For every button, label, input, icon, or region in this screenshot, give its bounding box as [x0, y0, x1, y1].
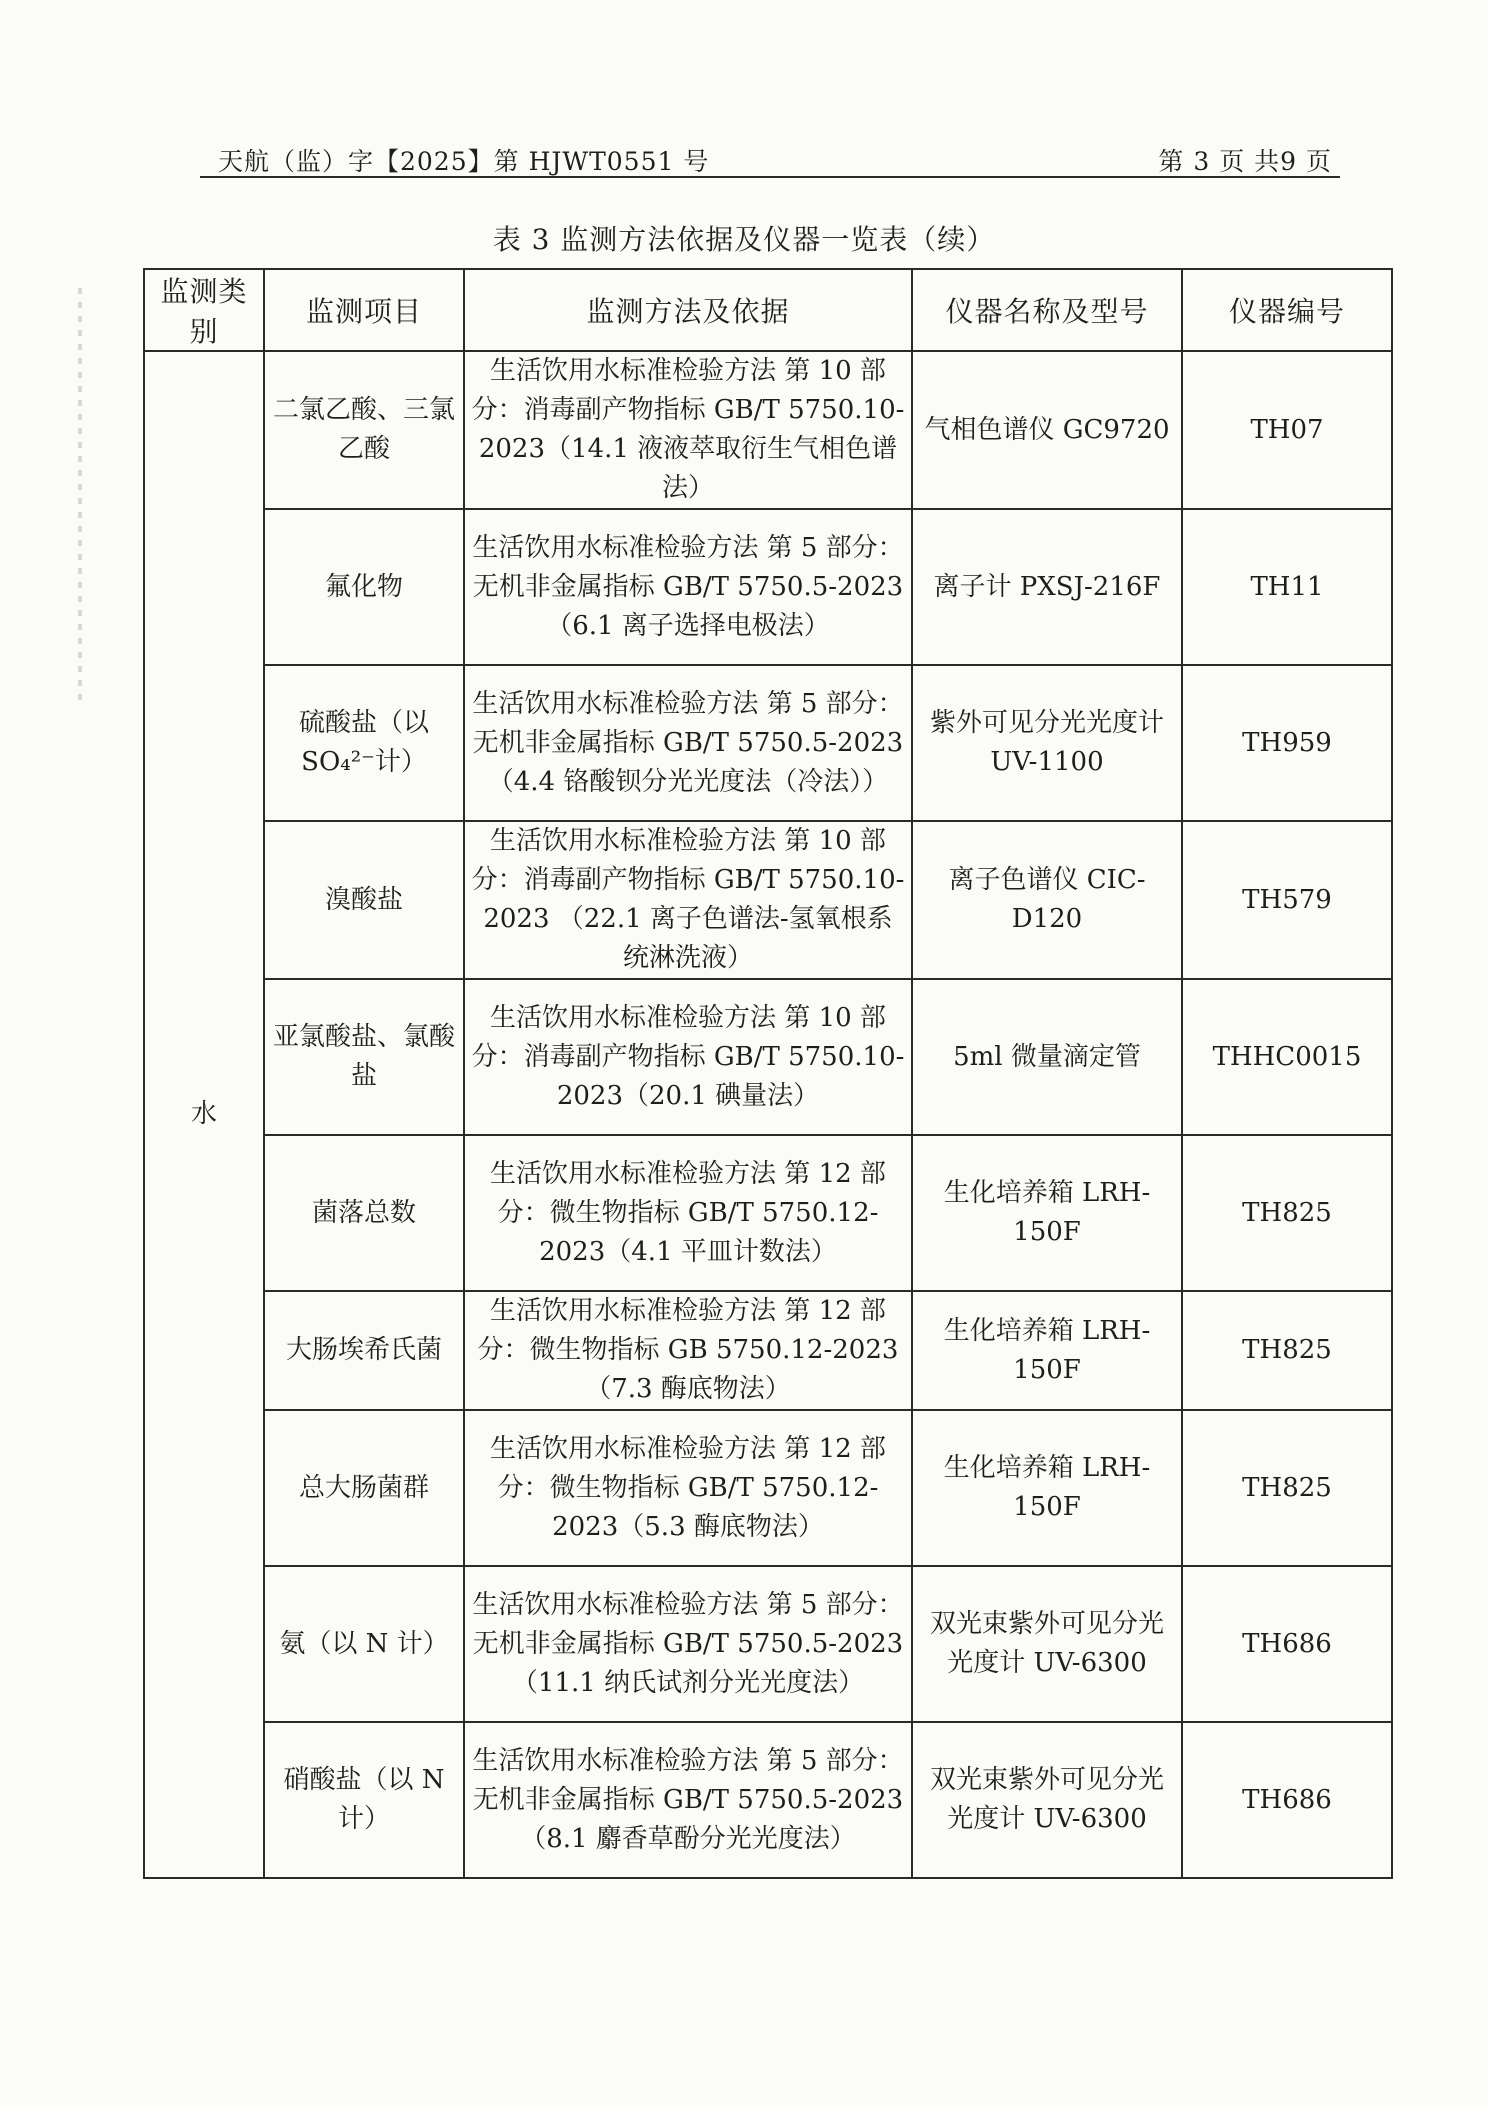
instrument-id-cell: TH825	[1182, 1135, 1392, 1291]
method-cell: 生活饮用水标准检验方法 第 5 部分：无机非金属指标 GB/T 5750.5-2023（8.1 麝香草酚分光光度法）	[464, 1722, 912, 1878]
item-cell: 氨（以 N 计）	[264, 1566, 464, 1722]
instrument-id-cell: THHC0015	[1182, 979, 1392, 1135]
item-cell: 硫酸盐（以 SO₄²⁻计）	[264, 665, 464, 821]
instrument-id-cell: TH579	[1182, 821, 1392, 979]
instrument-id-cell: TH686	[1182, 1722, 1392, 1878]
category-cell: 水	[144, 351, 264, 1878]
item-cell: 二氯乙酸、三氯乙酸	[264, 351, 464, 509]
page-number: 第 3 页 共9 页	[1158, 147, 1332, 176]
item-cell: 总大肠菌群	[264, 1410, 464, 1566]
table-caption: 表 3 监测方法依据及仪器一览表（续）	[492, 223, 996, 256]
methods-table	[143, 268, 1393, 1879]
page-header	[200, 136, 1340, 180]
instrument-cell: 双光束紫外可见分光光度计 UV-6300	[912, 1722, 1182, 1878]
instrument-cell: 紫外可见分光光度计 UV-1100	[912, 665, 1182, 821]
instrument-id-cell: TH825	[1182, 1291, 1392, 1410]
instrument-id-cell: TH959	[1182, 665, 1392, 821]
method-cell: 生活饮用水标准检验方法 第 5 部分：无机非金属指标 GB/T 5750.5-2023（6.1 离子选择电极法）	[464, 509, 912, 665]
table-row	[144, 509, 1392, 665]
method-cell: 生活饮用水标准检验方法 第 12 部分：微生物指标 GB/T 5750.12-2023（4.1 平皿计数法）	[464, 1135, 912, 1291]
instrument-cell: 生化培养箱 LRH-150F	[912, 1291, 1182, 1410]
instrument-cell: 生化培养箱 LRH-150F	[912, 1410, 1182, 1566]
item-cell: 菌落总数	[264, 1135, 464, 1291]
header-instrument: 仪器名称及型号	[912, 269, 1182, 351]
item-cell: 大肠埃希氏菌	[264, 1291, 464, 1410]
method-cell: 生活饮用水标准检验方法 第 10 部分：消毒副产物指标 GB/T 5750.10-2023 （22.1 离子色谱法-氢氧根系统淋洗液）	[464, 821, 912, 979]
header-rule	[200, 176, 1340, 178]
header-instrument-id: 仪器编号	[1182, 269, 1392, 351]
method-cell: 生活饮用水标准检验方法 第 12 部分：微生物指标 GB 5750.12-2023（7.3 酶底物法）	[464, 1291, 912, 1410]
method-cell: 生活饮用水标准检验方法 第 5 部分：无机非金属指标 GB/T 5750.5-2023（4.4 铬酸钡分光光度法（冷法））	[464, 665, 912, 821]
method-cell: 生活饮用水标准检验方法 第 10 部分：消毒副产物指标 GB/T 5750.10-2023（20.1 碘量法）	[464, 979, 912, 1135]
table-row	[144, 821, 1392, 979]
header-method: 监测方法及依据	[464, 269, 912, 351]
table-header-row	[144, 269, 1392, 351]
header-category: 监测类别	[144, 269, 264, 351]
table-row	[144, 1135, 1392, 1291]
instrument-id-cell: TH07	[1182, 351, 1392, 509]
instrument-cell: 离子色谱仪 CIC-D120	[912, 821, 1182, 979]
item-cell: 硝酸盐（以 N 计）	[264, 1722, 464, 1878]
method-cell: 生活饮用水标准检验方法 第 5 部分：无机非金属指标 GB/T 5750.5-2023（11.1 纳氏试剂分光光度法）	[464, 1566, 912, 1722]
table-row	[144, 665, 1392, 821]
report-reference: 天航（监）字【2025】第 HJWT0551 号	[218, 147, 710, 176]
instrument-cell: 生化培养箱 LRH-150F	[912, 1135, 1182, 1291]
instrument-cell: 双光束紫外可见分光光度计 UV-6300	[912, 1566, 1182, 1722]
table-row	[144, 979, 1392, 1135]
header-item: 监测项目	[264, 269, 464, 351]
item-cell: 亚氯酸盐、氯酸盐	[264, 979, 464, 1135]
method-cell: 生活饮用水标准检验方法 第 12 部分：微生物指标 GB/T 5750.12-2023（5.3 酶底物法）	[464, 1410, 912, 1566]
instrument-id-cell: TH825	[1182, 1410, 1392, 1566]
table-row	[144, 1566, 1392, 1722]
table-row	[144, 1410, 1392, 1566]
instrument-cell: 离子计 PXSJ-216F	[912, 509, 1182, 665]
instrument-cell: 气相色谱仪 GC9720	[912, 351, 1182, 509]
method-cell: 生活饮用水标准检验方法 第 10 部分：消毒副产物指标 GB/T 5750.10-2023（14.1 液液萃取衍生气相色谱法）	[464, 351, 912, 509]
table-row	[144, 351, 1392, 509]
instrument-cell: 5ml 微量滴定管	[912, 979, 1182, 1135]
table-row	[144, 1722, 1392, 1878]
instrument-id-cell: TH686	[1182, 1566, 1392, 1722]
scan-binding-mark	[78, 288, 82, 708]
item-cell: 氟化物	[264, 509, 464, 665]
table-row	[144, 1291, 1392, 1410]
item-cell: 溴酸盐	[264, 821, 464, 979]
instrument-id-cell: TH11	[1182, 509, 1392, 665]
